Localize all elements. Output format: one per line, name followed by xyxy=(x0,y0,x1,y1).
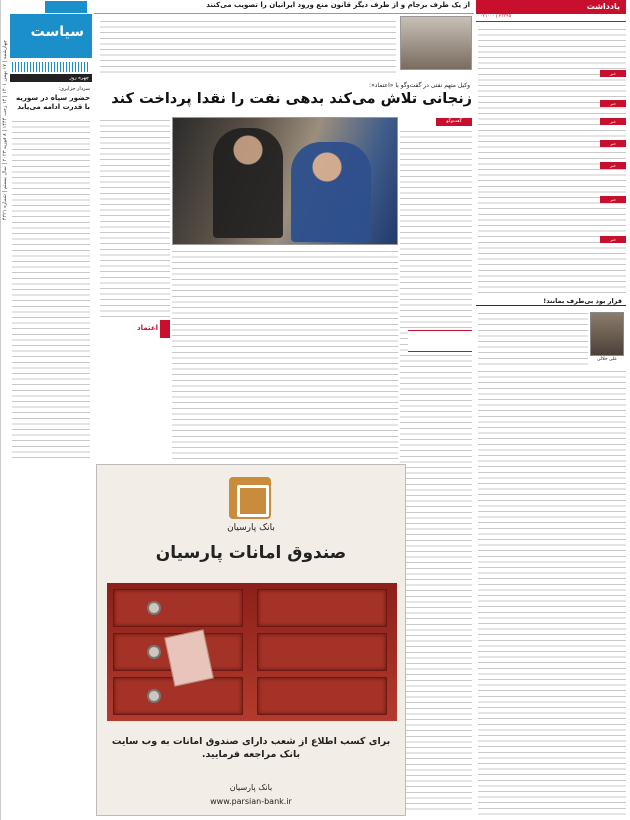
section-box xyxy=(10,14,92,58)
ad-call-to-action: برای کسب اطلاع از شعب دارای صندوق امانات به وب سایت بانک مراجعه فرمایید. xyxy=(111,736,391,760)
ad-bank-name: بانک پارسیان xyxy=(227,523,275,533)
interview-tag: گفت‌وگو xyxy=(436,118,472,126)
mini-logo-text: اعتماد xyxy=(137,324,158,332)
mini-logo xyxy=(118,320,170,338)
main-photo xyxy=(172,117,398,245)
section-label: سیاست xyxy=(30,24,84,40)
person-left xyxy=(213,128,283,238)
top-headline: از یک طرف برجام و از طرف دیگر قانون منع ورود ایرانیان را تصویب می‌کنند xyxy=(206,1,470,9)
lock-knob-icon xyxy=(147,645,161,659)
opinion-author: علی جلالی xyxy=(597,357,617,362)
ad-fund-title: صندوق امانات پارسیان xyxy=(155,543,347,563)
opinion-title: قرار بود بی‌طرف بمانند! xyxy=(543,297,622,305)
box-cell xyxy=(257,677,387,715)
article-column-4 xyxy=(400,128,472,814)
article-columns-2-3 xyxy=(172,248,398,460)
article-column-1 xyxy=(100,117,170,317)
ad-url[interactable]: www.parsian-bank.ir xyxy=(210,797,292,806)
right-column-header xyxy=(476,0,626,14)
lock-knob-icon xyxy=(147,689,161,703)
news-badge: خبر xyxy=(600,236,626,243)
mini-logo-bar xyxy=(160,320,170,338)
spine-text: چهارشنبه | ۱۷ بهمن ۱۴۰۱ | ۱۴ رجب ۱۴۴۴ | ۸ فوریه ۲۰۲۳ | سال بیستم | شماره ۴۲۲۱ xyxy=(2,40,8,221)
left-author: سردار جزایری: xyxy=(58,86,90,92)
author-photo xyxy=(590,312,624,356)
opinion-body xyxy=(478,368,626,816)
pull-quote xyxy=(408,330,472,352)
right-date: ۲۳۳۴۵ | ۰۲۱۰۰۰ xyxy=(476,14,626,22)
person-right xyxy=(291,142,371,242)
news-badge: خبر xyxy=(600,70,626,77)
top-article-body xyxy=(100,18,396,76)
advertisement xyxy=(96,464,406,816)
ad-footer-logo: بانک پارسیان xyxy=(229,783,273,792)
kicker: وکیل متهم نفتی در گفت‌وگو با «اعتماد»: xyxy=(369,82,470,89)
left-column-body xyxy=(12,118,90,458)
right-header-title: یادداشت xyxy=(586,2,620,11)
left-header: چهره روز xyxy=(10,74,92,82)
left-headline: حضور سپاه در سوریه با قدرت ادامه می‌یابد xyxy=(16,94,90,111)
box-cell xyxy=(257,589,387,627)
news-badge: خبر xyxy=(600,162,626,169)
newspaper-logo xyxy=(44,0,88,14)
bank-logo-icon xyxy=(229,477,271,519)
box-cell xyxy=(113,589,243,627)
news-badge: خبر xyxy=(600,100,626,107)
barcode xyxy=(12,62,90,72)
news-badge: خبر xyxy=(600,118,626,125)
main-headline: زنجانی تلاش می‌کند بدهی نفت را نقدا پرداخت کند xyxy=(111,91,472,107)
safe-deposit-boxes xyxy=(107,583,397,721)
news-badge: خبر xyxy=(600,196,626,203)
page-spine xyxy=(0,0,9,820)
top-portrait-photo xyxy=(400,16,472,70)
opinion-intro xyxy=(478,310,588,366)
right-news-list xyxy=(478,26,626,294)
news-badge: خبر xyxy=(600,140,626,147)
opinion-header xyxy=(476,296,626,306)
box-cell xyxy=(257,633,387,671)
lock-knob-icon xyxy=(147,601,161,615)
